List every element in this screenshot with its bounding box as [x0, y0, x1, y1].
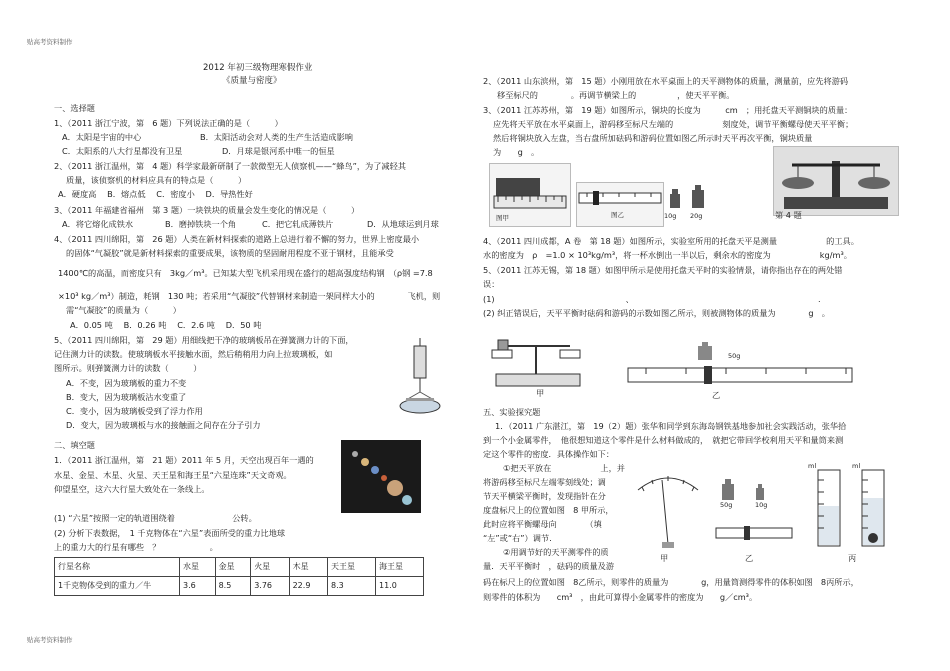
fig8-jia-label: 甲 [660, 553, 669, 563]
table-cell: 木星 [289, 558, 327, 577]
section-experiment: 五、实验探究题 [483, 407, 541, 417]
fig8-weight-10g: 10g [755, 501, 768, 509]
q5-option-b: B．变大，因为玻璃板沾水变重了 [66, 392, 187, 402]
section-fill: 二、填空题 [54, 440, 95, 450]
r5-answer-2: (2) 纠正错误后，天平平衡时砝码和游码的示数如图乙所示，则被测物体的质量为 g 。 [483, 308, 830, 318]
f1-text: 1．（2011 浙江温州，第 21 题）2011 年 5 月，天空出现百年一遇的 [54, 455, 314, 465]
q5-text-3: 图所示。则弹簧测力计的读数（ ） [54, 363, 202, 373]
table-cell: 11.0 [375, 577, 423, 596]
weights-figure [662, 184, 712, 214]
e1-step-1: ①把天平放在 上，并 [503, 463, 625, 473]
q1-option-b: B．太阳活动会对人类的生产生活造成影响 [200, 132, 353, 142]
e1-step-3: 节天平横梁平衡时，发现指针在分 [483, 491, 606, 501]
table-row [55, 577, 424, 596]
q3-option-b: B．磨掉铁块一个角 [165, 219, 237, 229]
table-cell: 行星名称 [55, 558, 180, 577]
fig8-yi-label: 乙 [745, 553, 754, 563]
spring-scale-figure [396, 336, 448, 418]
planet-gravity-table [54, 557, 424, 596]
table-cell: 火星 [251, 558, 289, 577]
table-cell: 天王星 [328, 558, 376, 577]
q1-option-c: C．太阳系的八大行星都没有卫星 [62, 146, 183, 156]
f1-question-2: (2) 分析下表数据， 1 千克物体在“六星”表面所受的重力比地球 [54, 528, 286, 538]
q3-option-d: D．从地球运到月球 [367, 219, 439, 229]
cyl-unit-1: ml [808, 462, 817, 470]
fig-yi-bottom-label: 乙 [712, 390, 721, 400]
table-cell: 1千克物体受到的重力／牛 [55, 577, 180, 596]
table-cell: 金星 [215, 558, 251, 577]
f1-question-1: (1) “六星”按照一定的轨道围绕着 公转。 [54, 513, 257, 523]
e1-step-2: 将游码移至标尺左端零刻线处；调 [483, 477, 606, 487]
fig8-bing-label: 丙 [848, 553, 857, 563]
header-watermark: 贴高考资料制作 [27, 38, 73, 46]
q5-text: 5、（2011 四川绵阳，第 29 题）用细线把干净的玻璃板吊在弹簧测力计的下面， [54, 335, 354, 345]
r5-text-2: 误： [483, 279, 500, 289]
q1-option-a: A．太阳是宇宙的中心 [62, 132, 142, 142]
q3-text: 3、（2011 年福建省福州 第 3 题）一块铁块的质量会发生变化的情况是（ ） [54, 205, 360, 215]
e1-step-7: ②用调节好的天平测零件的质 [503, 547, 609, 557]
f1-text-3: 仰望星空，这六大行星大致处在一条线上。 [54, 484, 210, 494]
r4-text-2: 水的密度为 ρ =1.0 × 10³kg/m³，将一杯水倒出一半以后，剩余水的密度为 kg/m³。 [483, 250, 852, 260]
page-subtitle: 《质量与密度》 [222, 76, 282, 86]
table-cell: 8.3 [328, 577, 376, 596]
fig-4-label: 第 4 题 [775, 210, 802, 220]
q5-text-2: 记住测力计的读数。使玻璃板水平接触水面，然后稍稍用力向上拉玻璃板，如 [54, 349, 333, 359]
q4-text-5: 需“气凝胶”的质量为（ ） [66, 305, 181, 315]
q5-option-a: A．不变，因为玻璃板的重力不变 [66, 378, 187, 388]
r5-text: 5、（2011 江苏无锡，第 18 题）如图甲所示是使用托盘天平时的实验情景，请你指出存在的两处错 [483, 265, 843, 275]
pointer-dial-figure [632, 460, 704, 552]
q5-option-d: D．变大，因为玻璃板与水的接触面之间存在分子引力 [66, 420, 261, 430]
graduated-cylinders [806, 462, 896, 550]
e1-step-9: 码在标尺上的位置如图 8乙所示，则零件的质量为 g，用量筒测得零件的体积如图 8丙所示， [483, 577, 859, 587]
e1-step-10: 则零件的体积为 cm³ ，由此可算得小金属零件的密度为 g／cm³。 [483, 592, 758, 602]
table-cell: 海王星 [375, 558, 423, 577]
section-choice: 一、选择题 [54, 103, 95, 113]
r3-text-3: 然后将铜块放入左盘，当右盘所加砝码和游码位置如图乙所示时天平再次平衡，铜块质量 [493, 133, 813, 143]
e1-text-2: 到一个小金属零件， 他很想知道这个零件是什么材料做成的， 就把它带回学校利用天平和量筒来测 [483, 435, 844, 445]
weight-20g-label: 20g [690, 212, 703, 220]
r5-answer-1: (1) 、 . [483, 294, 821, 304]
q2-text-2: 质量，该侦察机的材料应具有的特点是（ ） [66, 175, 247, 185]
balance-photo [773, 146, 899, 216]
balance-sketch-jia [486, 328, 586, 392]
f1-question-2b: 上的重力大的行星有哪些 ？ 。 [54, 542, 218, 552]
rider-scale-figure [576, 182, 664, 227]
table-cell: 3.6 [180, 577, 216, 596]
ruler-figure [489, 163, 571, 227]
footer-watermark: 贴高考资料制作 [27, 636, 73, 644]
e1-text: 1．（2011 广东湛江，第 19（2）题）张华和同学到东海岛钢铁基地参加社会实践活动，张华拾 [495, 421, 847, 431]
page-title: 2012 年初三级物理寒假作业 [203, 63, 313, 73]
e1-text-3: 定这个零件的密度．具体操作如下： [483, 449, 615, 459]
q2-text: 2、（2011 浙江温州，第 4 题）科学家最新研制了一款微型无人侦察机——“蜂鸟”，为了减轻其 [54, 161, 406, 171]
q4-text-3: 1400℃的高温，而密度只有 3kg／m³。已知某大型飞机采用现在盛行的超高强度结构钢 （ρ钢 =7.8 [58, 268, 433, 278]
table-cell: 水星 [180, 558, 216, 577]
r4-text: 4、（2011 四川成都，A 卷 第 18 题）如图所示，实验室所用的托盘天平是测量 的工具。 [483, 236, 859, 246]
e1-step-5: 此时应将平衡螺母向 （填 [483, 519, 602, 529]
cyl-unit-2: ml [852, 462, 861, 470]
fig8-weights-rider [714, 476, 794, 546]
weight-10g-label: 10g [664, 212, 677, 220]
r2-text: 2、（2011 山东滨州，第 15 题）小刚用放在水平桌面上的天平测物体的质量，测量前，应先将游码 [483, 76, 849, 86]
q4-options: A．0.05 吨 B．0.26 吨 C．2.6 吨 D．50 吨 [70, 320, 262, 330]
q3-option-c: C．把它轧成薄铁片 [262, 219, 334, 229]
fig-yi-label: 图乙 [611, 211, 624, 219]
r3-text-4: 为 g 。 [493, 147, 540, 157]
q1-option-d: D．月球是银河系中唯一的恒星 [222, 146, 335, 156]
r2-text-2: 移至标尺的 。再调节横梁上的 ，使天平平衡。 [497, 90, 735, 100]
q2-options: A．硬度高 B．熔点低 C．密度小 D．导热性好 [58, 189, 253, 199]
table-cell: 3.76 [251, 577, 289, 596]
r3-text-2: 应先将天平放在水平桌面上，游码移至标尺左端的 刻度处，调节平衡螺母使天平平衡； [493, 119, 854, 129]
r3-text: 3、（2011 江苏苏州，第 19 题）如图所示，铜块的长度为 cm ；用托盘天平测铜块的质量： [483, 105, 853, 115]
q4-text-2: 的固体“气凝胶”就是新材料探索的重要成果，该物质的坚固耐用程度不亚于钢材，且能承受 [66, 248, 394, 258]
e1-step-4: 度盘标尺上的位置如图 8 甲所示， [483, 505, 614, 515]
q1-text: 1、（2011 浙江宁波，第 6 题）下列说法正确的是（ ） [54, 118, 283, 128]
table-cell: 22.9 [289, 577, 327, 596]
fig-jia-bottom-label: 甲 [536, 388, 545, 398]
planets-image [341, 440, 421, 513]
e1-step-6: “左”或“右”）调节. [483, 533, 552, 543]
q4-text: 4、（2011 四川绵阳，第 26 题）人类在新材料探索的道路上总进行着不懈的努力，世界上密度最小 [54, 234, 420, 244]
e1-step-8: 量．天平平衡时 ，砝码的质量及游 [483, 561, 615, 571]
weight-50g-label: 50g [728, 352, 741, 360]
table-cell: 8.5 [215, 577, 251, 596]
rider-scale-yi [626, 342, 856, 390]
fig8-weight-50g: 50g [720, 501, 733, 509]
table-header-row [55, 558, 424, 577]
q5-option-c: C．变小，因为玻璃板受到了浮力作用 [66, 406, 203, 416]
q4-text-4: ×10³ kg／m³）制造，耗钢 130 吨；若采用“气凝胶”代替钢材来制造一架同样大小的 飞机，则 [58, 291, 441, 301]
f1-text-2: 水星、金星、木星、火星、天王星和海王星“六星连珠”天文奇观。 [54, 470, 292, 480]
fig-jia-label: 图甲 [496, 214, 509, 222]
q3-option-a: A．将它熔化成铁水 [62, 219, 134, 229]
